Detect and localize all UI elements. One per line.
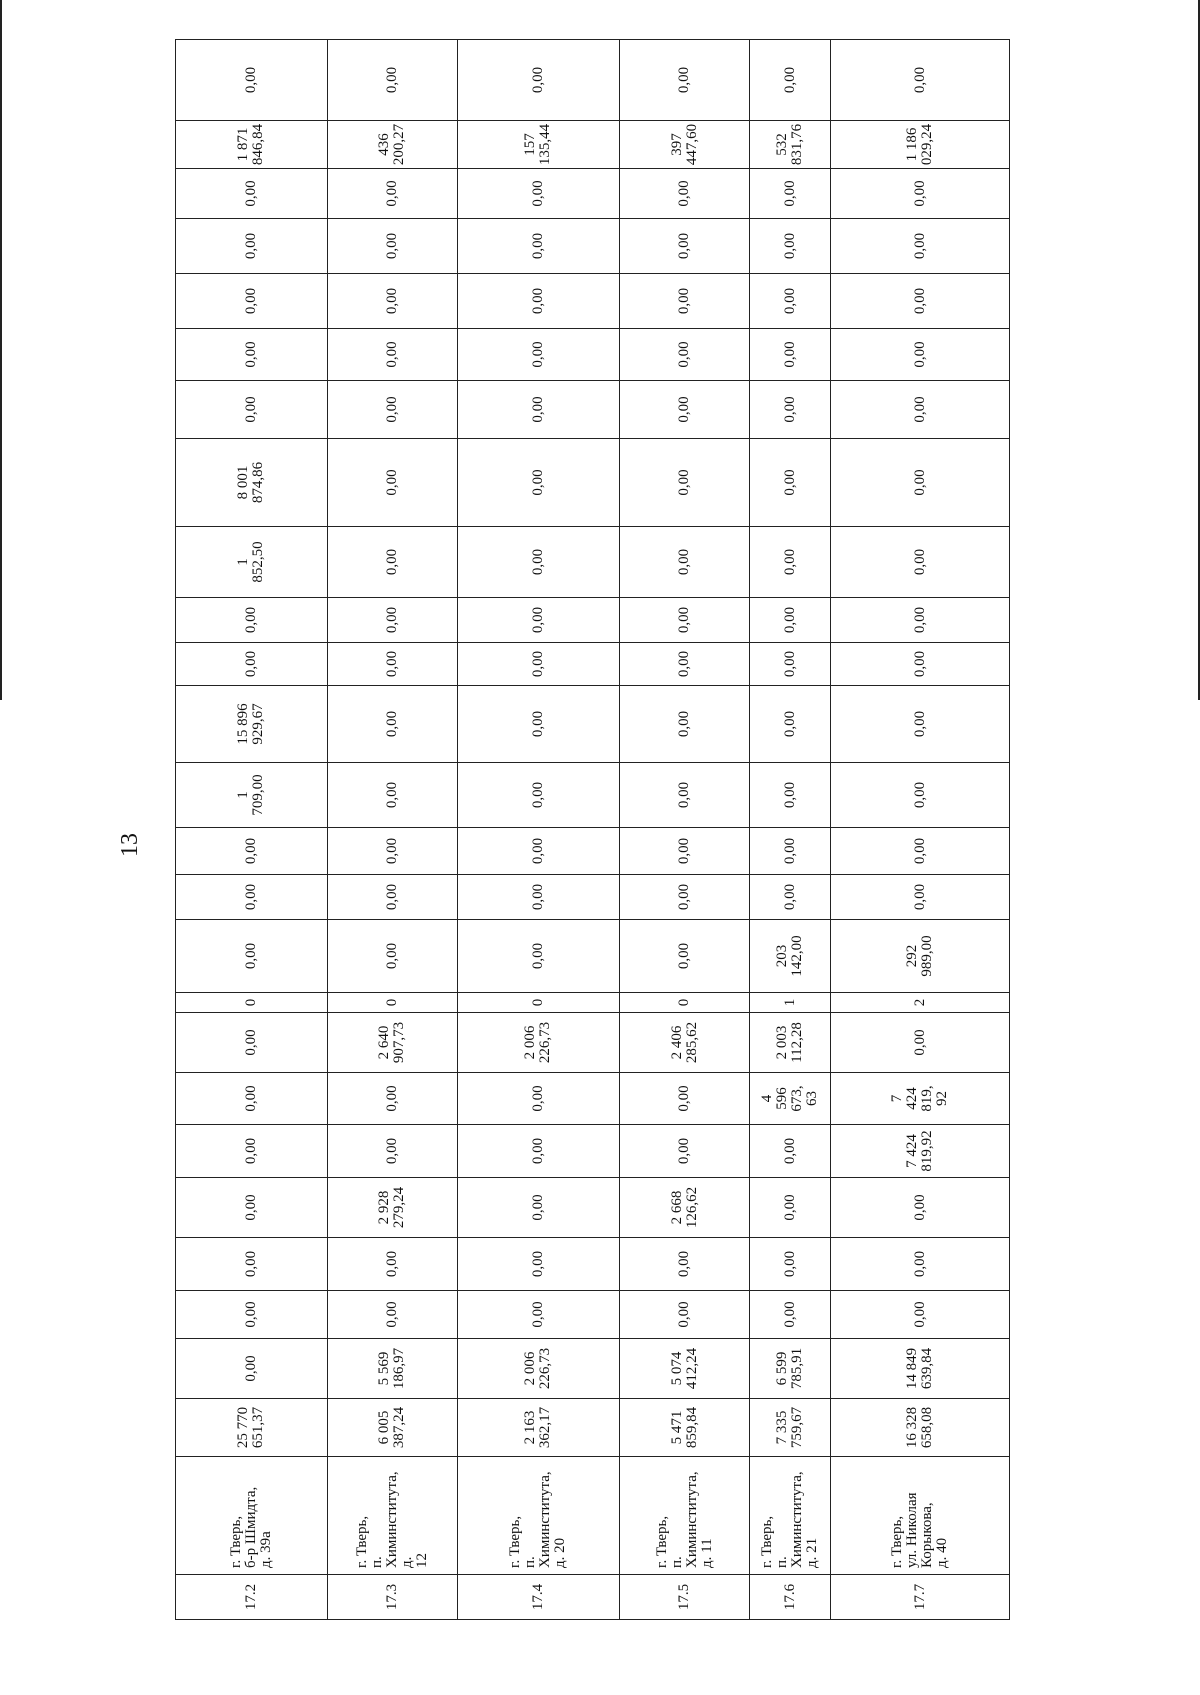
value-cell: 2 006 226,73 [457,1013,619,1073]
value-cell: 0,00 [831,381,1010,439]
value-cell: 0,00 [327,381,457,439]
value-cell: 292 989,00 [831,920,1010,993]
table-row [831,0,1010,1620]
value-cell: 2 003 112,28 [750,1013,831,1073]
value-cell: 1 [750,993,831,1013]
value-cell: 2 928 279,24 [327,1178,457,1238]
value-cell: 0,00 [457,875,619,920]
value-cell: 0,00 [620,527,750,598]
address-cell: г. Тверь, б-р Шмидта, д. 39а [176,1457,328,1575]
value-cell: 0,00 [457,763,619,828]
value-cell: 0,00 [176,169,328,219]
value-cell: 0,00 [176,1125,328,1178]
value-cell: 0,00 [831,169,1010,219]
value-cell: 0,00 [176,828,328,875]
value-cell: 0,00 [176,1339,328,1399]
value-cell: 14 849 639,84 [831,1339,1010,1399]
value-cell: 0,00 [831,527,1010,598]
value-cell: 0,00 [620,169,750,219]
value-cell: 0,00 [457,1125,619,1178]
value-cell: 436 200,27 [327,121,457,169]
value-cell: 0,00 [327,1291,457,1339]
table-row [327,0,457,1620]
value-cell: 0,00 [457,439,619,527]
value-cell: 0,00 [620,875,750,920]
value-cell: 0,00 [457,329,619,381]
value-cell: 0,00 [620,1238,750,1291]
value-cell: 0,00 [457,381,619,439]
value-cell: 0 [620,993,750,1013]
value-cell: 0,00 [620,40,750,121]
value-cell: 5 074 412,24 [620,1339,750,1399]
address-cell: г. Тверь, п. Химинститута, д. 11 [620,1457,750,1575]
value-cell: 0,00 [620,1073,750,1125]
value-cell: 7 335 759,67 [750,1399,831,1457]
value-cell: 0,00 [831,1013,1010,1073]
value-cell: 0,00 [457,920,619,993]
page-left-edge [0,0,2,700]
row-number-cell: 17.6 [750,1575,831,1620]
value-cell: 0,00 [327,920,457,993]
value-cell: 0,00 [831,274,1010,329]
value-cell: 0,00 [457,219,619,274]
value-cell: 0,00 [750,274,831,329]
value-cell: 0,00 [327,1073,457,1125]
value-cell: 0,00 [620,329,750,381]
value-cell: 0 [176,993,328,1013]
value-cell: 6 005 387,24 [327,1399,457,1457]
row-number-cell: 17.5 [620,1575,750,1620]
value-cell: 0,00 [750,169,831,219]
value-cell: 0,00 [831,598,1010,643]
value-cell: 0,00 [620,643,750,686]
value-cell: 0,00 [176,1178,328,1238]
value-cell: 0,00 [750,1291,831,1339]
value-cell: 0,00 [457,598,619,643]
value-cell: 0,00 [176,920,328,993]
row-number-cell: 17.3 [327,1575,457,1620]
value-cell: 8 001 874,86 [176,439,328,527]
value-cell: 0,00 [176,1013,328,1073]
value-cell: 2 640 907,73 [327,1013,457,1073]
value-cell: 0,00 [176,643,328,686]
value-cell: 0,00 [831,686,1010,763]
value-cell: 2 668 126,62 [620,1178,750,1238]
value-cell: 203 142,00 [750,920,831,993]
value-cell: 0,00 [831,439,1010,527]
value-cell: 7 424 819, 92 [831,1073,1010,1125]
value-cell: 2 006 226,73 [457,1339,619,1399]
table-row [620,0,750,1620]
value-cell: 15 896 929,67 [176,686,328,763]
value-cell: 0,00 [750,643,831,686]
value-cell: 1 709,00 [176,763,328,828]
value-cell: 0,00 [620,763,750,828]
value-cell: 0,00 [620,219,750,274]
value-cell: 0,00 [831,763,1010,828]
value-cell: 0,00 [176,381,328,439]
value-cell: 0,00 [750,527,831,598]
value-cell: 0,00 [457,686,619,763]
row-number-cell: 17.4 [457,1575,619,1620]
table-row [457,0,619,1620]
value-cell: 0 [457,993,619,1013]
value-cell: 0,00 [750,686,831,763]
value-cell: 1 852,50 [176,527,328,598]
value-cell: 25 770 651,37 [176,1399,328,1457]
value-cell: 0,00 [750,439,831,527]
value-cell: 0,00 [831,1178,1010,1238]
value-cell: 0,00 [750,329,831,381]
value-cell: 0,00 [620,439,750,527]
value-cell: 0,00 [176,1073,328,1125]
row-number-cell: 17.2 [176,1575,328,1620]
value-cell: 0,00 [327,329,457,381]
value-cell: 0,00 [831,40,1010,121]
value-cell: 1 871 846,84 [176,121,328,169]
value-cell: 0,00 [457,1291,619,1339]
value-cell: 0,00 [457,1238,619,1291]
value-cell: 0,00 [327,1125,457,1178]
value-cell: 0,00 [457,527,619,598]
value-cell: 6 599 785,91 [750,1339,831,1399]
value-cell: 0,00 [176,1291,328,1339]
table-row [176,0,328,1620]
address-cell: г. Тверь, п. Химинститута, д. 21 [750,1457,831,1575]
value-cell: 0,00 [750,763,831,828]
value-cell: 2 [831,993,1010,1013]
value-cell: 0,00 [620,828,750,875]
value-cell: 7 424 819,92 [831,1125,1010,1178]
row-number-cell: 17.7 [831,1575,1010,1620]
value-cell: 0,00 [327,40,457,121]
value-cell: 0,00 [176,40,328,121]
value-cell: 0,00 [750,828,831,875]
value-cell: 0,00 [620,381,750,439]
value-cell: 0,00 [750,219,831,274]
value-cell: 0,00 [831,1291,1010,1339]
value-cell: 0,00 [176,598,328,643]
value-cell: 0,00 [750,40,831,121]
value-cell: 0,00 [750,1178,831,1238]
value-cell: 0,00 [327,598,457,643]
value-cell: 2 163 362,17 [457,1399,619,1457]
value-cell: 0,00 [176,329,328,381]
data-table-container [175,66,1010,1620]
value-cell: 0,00 [831,828,1010,875]
value-cell: 0,00 [327,219,457,274]
value-cell: 397 447,60 [620,121,750,169]
value-cell: 0,00 [176,274,328,329]
value-cell: 0,00 [457,169,619,219]
value-cell: 0,00 [327,875,457,920]
value-cell: 0,00 [831,329,1010,381]
address-cell: г. Тверь, п. Химинститута, д. 12 [327,1457,457,1575]
value-cell: 0,00 [750,1125,831,1178]
data-table [175,0,1010,1620]
value-cell: 0 [327,993,457,1013]
value-cell: 0,00 [327,169,457,219]
value-cell: 0,00 [831,643,1010,686]
value-cell: 0,00 [457,828,619,875]
page-number: 13 [117,833,143,857]
value-cell: 0,00 [620,1125,750,1178]
value-cell: 0,00 [327,1238,457,1291]
value-cell: 532 831,76 [750,121,831,169]
value-cell: 0,00 [327,274,457,329]
value-cell: 0,00 [750,598,831,643]
table-row [750,0,831,1620]
value-cell: 0,00 [327,439,457,527]
value-cell: 0,00 [831,1238,1010,1291]
value-cell: 0,00 [620,274,750,329]
value-cell: 0,00 [750,1238,831,1291]
value-cell: 0,00 [620,686,750,763]
value-cell: 0,00 [750,875,831,920]
address-cell: г. Тверь, п. Химинститута, д. 20 [457,1457,619,1575]
value-cell: 0,00 [457,40,619,121]
value-cell: 4 596 673, 63 [750,1073,831,1125]
value-cell: 0,00 [620,1291,750,1339]
value-cell: 0,00 [327,527,457,598]
value-cell: 0,00 [176,875,328,920]
value-cell: 5 569 186,97 [327,1339,457,1399]
address-cell: г. Тверь, ул. Николая Корыкова, д. 40 [831,1457,1010,1575]
value-cell: 2 406 285,62 [620,1013,750,1073]
value-cell: 0,00 [620,920,750,993]
value-cell: 157 135,44 [457,121,619,169]
value-cell: 0,00 [176,219,328,274]
value-cell: 16 328 658,08 [831,1399,1010,1457]
value-cell: 0,00 [327,686,457,763]
value-cell: 0,00 [327,828,457,875]
value-cell: 0,00 [620,598,750,643]
value-cell: 1 186 029,24 [831,121,1010,169]
value-cell: 5 471 859,84 [620,1399,750,1457]
value-cell: 0,00 [327,763,457,828]
value-cell: 0,00 [327,643,457,686]
value-cell: 0,00 [831,219,1010,274]
value-cell: 0,00 [457,1073,619,1125]
value-cell: 0,00 [457,1178,619,1238]
value-cell: 0,00 [831,875,1010,920]
value-cell: 0,00 [457,274,619,329]
value-cell: 0,00 [457,643,619,686]
value-cell: 0,00 [176,1238,328,1291]
value-cell: 0,00 [750,381,831,439]
